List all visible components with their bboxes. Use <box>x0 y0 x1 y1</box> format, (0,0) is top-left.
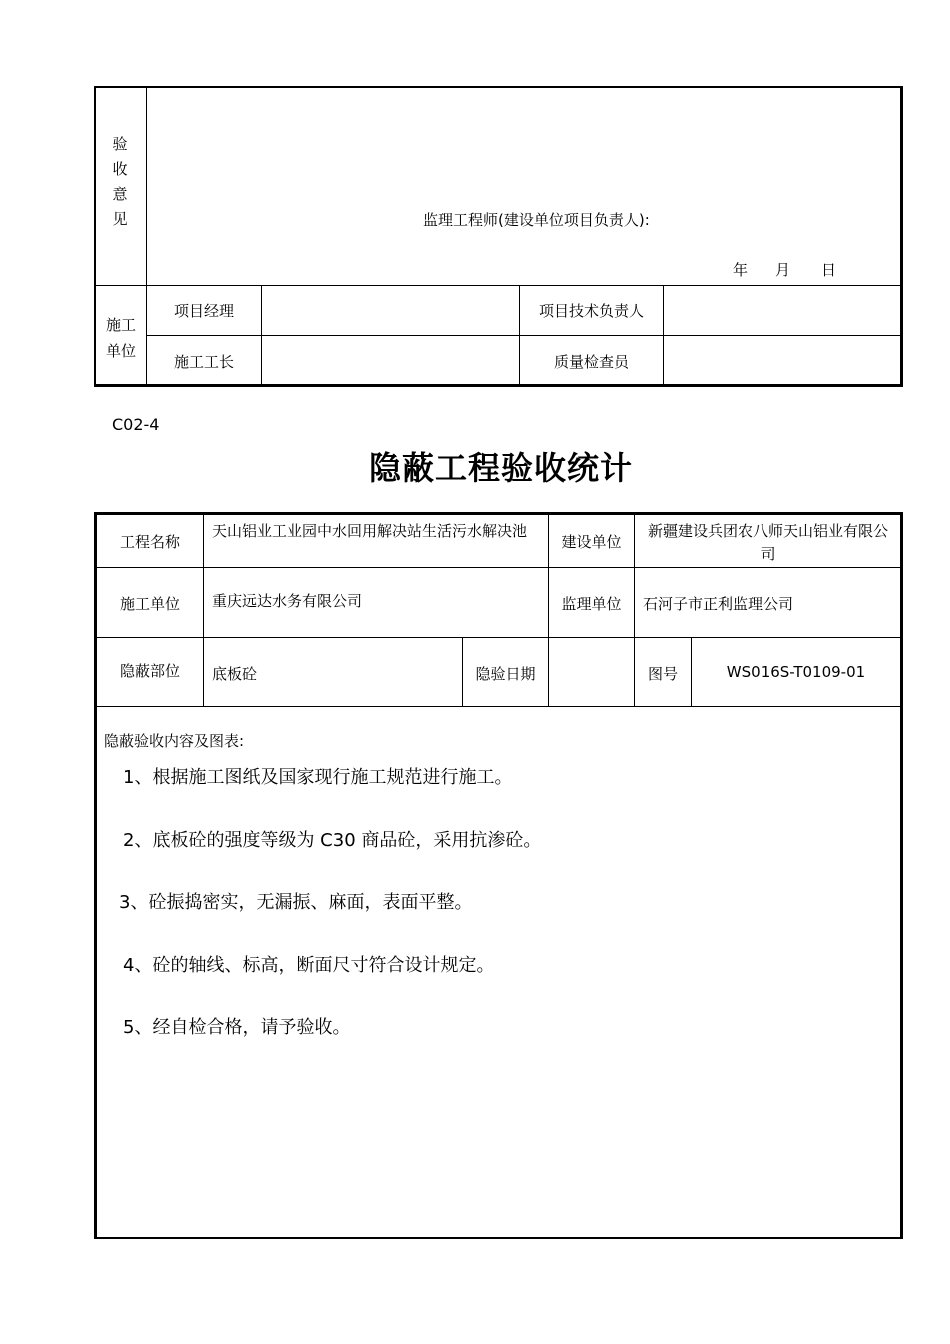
tech-lead-label: 项目技术负责人 <box>538 302 644 320</box>
project-manager-value[interactable] <box>262 301 519 321</box>
content-item: 3、砼振捣密实，无漏振、麻面，表面平整。 <box>119 892 473 913</box>
inspection-date-label: 隐验日期 <box>475 665 536 683</box>
construction-unit-label-line: 单位 <box>105 342 136 360</box>
acceptance-label-char: 见 <box>112 210 128 228</box>
client-label: 建设单位 <box>561 533 622 551</box>
drawing-no-label: 图号 <box>647 665 678 683</box>
drawing-no-value: WS016S-T0109-01 <box>726 663 866 681</box>
content-item: 5、经自检合格，请予验收。 <box>123 1017 351 1038</box>
construction-unit-label <box>96 312 146 364</box>
quality-inspector-value[interactable] <box>664 352 900 372</box>
contractor-value: 重庆远达水务有限公司 <box>212 592 363 610</box>
project-manager-label: 项目经理 <box>173 302 234 320</box>
construction-unit-label-line: 施工 <box>105 316 136 334</box>
acceptance-label-char: 意 <box>112 185 128 203</box>
tech-lead-value[interactable] <box>664 301 900 321</box>
foreman-value[interactable] <box>262 352 519 372</box>
page-title: 隐蔽工程验收统计 <box>368 449 633 487</box>
date-year: 年 <box>733 261 749 279</box>
content-item: 2、底板砼的强度等级为 C30 商品砼，采用抗渗砼。 <box>123 830 542 851</box>
content-item: 1、根据施工图纸及国家现行施工规范进行施工。 <box>123 767 513 788</box>
hidden-part-value: 底板砼 <box>212 665 258 683</box>
hidden-part-label: 隐蔽部位 <box>119 662 180 680</box>
acceptance-label-char: 验 <box>112 135 128 153</box>
quality-inspector-label: 质量检查员 <box>553 353 629 371</box>
content-heading: 隐蔽验收内容及图表: <box>104 732 245 750</box>
acceptance-opinion-label <box>110 132 130 232</box>
inspection-date-value <box>549 664 634 684</box>
project-name-label: 工程名称 <box>119 533 180 551</box>
client-value: 新疆建设兵团农八师天山铝业有限公司 <box>647 522 888 563</box>
contractor-label: 施工单位 <box>119 595 180 613</box>
date-month: 月 <box>775 261 791 279</box>
date-day: 日 <box>821 261 837 279</box>
supervisor-unit-value: 石河子市正利监理公司 <box>643 595 794 613</box>
foreman-label: 施工工长 <box>173 353 234 371</box>
supervisor-signature-line: 监理工程师(建设单位项目负责人): <box>423 211 650 229</box>
content-item: 4、砼的轴线、标高，断面尺寸符合设计规定。 <box>123 955 495 976</box>
supervisor-unit-label: 监理单位 <box>561 595 622 613</box>
acceptance-label-char: 收 <box>112 160 128 178</box>
project-name-value: 天山铝业工业园中水回用解决站生活污水解决池 <box>212 522 528 540</box>
form-code: C02-4 <box>112 415 160 434</box>
